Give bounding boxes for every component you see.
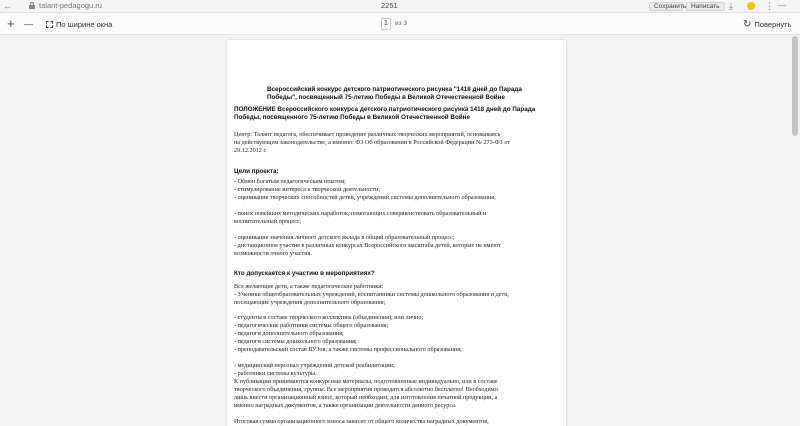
goals-title: Цели проекта: [234,168,279,175]
total-fee-line: Итоговая сумма организационного взноса зависит от общего количества наградных документов, [234,418,489,425]
zoom-out-button[interactable]: — [24,19,33,29]
menu-icon[interactable]: ⋮ [765,1,774,11]
rotate-icon: ↻ [743,18,752,30]
save-button[interactable]: Сохранить [649,2,683,11]
document-heading: Всероссийский конкурс детского патриотического рисунка "1418 дней до Парада Победы", посвященный 75-летию Победы в Великой Отечественной Войне [267,86,522,102]
back-arrow-icon[interactable]: ← [3,1,12,11]
url-text[interactable]: talant-pedagogu.ru [39,1,102,10]
fit-width-label: По ширине окна [56,19,113,29]
who-list-a: Все желающие дети, а также педагогические работники: - Ученики общеобразовательных учреждений, воспитанники системы дошкольного образования и дети, посещающие учреждения дополнительного образования; [234,283,510,307]
rotate-button[interactable] [743,13,791,35]
download-icon[interactable]: ⤓ [729,1,733,11]
rotate-label: Повернуть [754,19,792,29]
browser-top-bar [0,0,800,13]
who-list-b: - студенты в составе творческого коллектива (объединения), или лично; - педагогические работники системы общего образования; - педагоги дополнительного образования; - педагоги системы дошкольного образования; - преподавательский состав ВУЗов, а также системы профессионального образования; [234,314,462,354]
vertical-scrollbar[interactable] [792,36,798,136]
goals-list-a: - Обмен богатым педагогическим опытом; - стимулирование интереса к творческой деятельности; - оценивание творческих способностей детей, учреждений системы дополнительного образования; [234,178,496,202]
page-number-input[interactable]: 1 [381,18,391,30]
page-count: из 3 [395,20,408,27]
fit-width-button[interactable] [46,13,112,35]
document-viewer[interactable] [0,36,800,426]
zoom-in-button[interactable]: + [7,16,15,31]
who-title: Кто допускается к участию в мероприятиях? [234,270,375,277]
write-button[interactable]: Написать [686,2,725,11]
fit-width-icon [46,21,53,28]
who-list-c: - медицинский персонал учреждений детской реабилитации; - работники системы культуры. К публикации принимаются конкурсные материалы, подготовленные индивидуально, или в составе творческого объединения, группы. Все мероприятия проводятся абсолютно бесплатно! Необходимо лишь внести организационный взнос, который необходим, для изготовления печатной продукции, а именно наградных документов, а также организации деятельности данного ресурса. [234,362,498,410]
center-paragraph: Центр: Талант педагога, обеспечивает проведение различных творческих мероприятий, основываясь на действующем законодательстве, а именно: ФЗ Об образовании в Российской Федерации № 273-ФЗ от 29.12.2012 г. [234,131,511,155]
minimize-icon[interactable]: — [778,1,786,10]
pdf-toolbar [0,13,800,35]
extension-icon[interactable] [747,2,755,10]
polozhenie-heading: ПОЛОЖЕНИЕ Всероссийского конкурса детского патриотического рисунка 1418 дней до Парада Победы, посвященного 75-летию Победы в Великой Отечественной Войне [234,106,536,122]
pdf-page [227,40,566,426]
document-title: 2251 [381,1,398,10]
goals-list-b: - поиск новейших методических наработок, помогающих совершенствовать образовательный и воспитательный процесс; [234,210,487,226]
lock-icon [29,2,35,9]
goals-list-c: - оценивание значения личного детского вклада в общий образовательный процесс; - дистанционное участие в различных конкурсах Всероссийского масштаба детей, которые не имеют возможности очного участия. [234,234,501,258]
